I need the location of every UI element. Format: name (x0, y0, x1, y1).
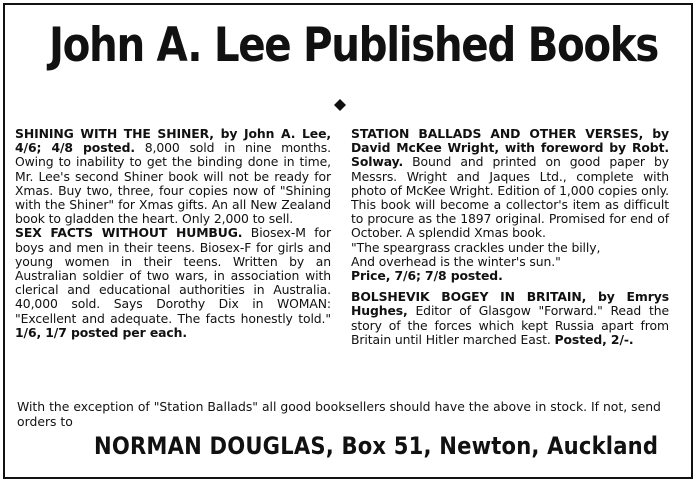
verse-quote-line-1: "The speargrass crackles under the billy, (351, 239, 601, 255)
headline: John A. Lee Published Books (49, 18, 658, 73)
book-title-sex-facts: SEX FACTS WITHOUT HUMBUG. (15, 225, 243, 241)
book-description-station-ballads: Bound and printed on good paper by Messrs. Wright and Jaques Ltd., complete with photo of McKee Wright. Edition of 1,000 copies only. This book will become a collector's item as difficult to procure as the 1897 original. Promised for end of October. A splendid Xmas book. (351, 154, 669, 241)
book-title-station-ballads: STATION BALLADS AND OTHER VERSES, by David McKee Wright, with foreword by Robt. Solway. (351, 126, 669, 170)
book-price-station-ballads: Price, 7/6; 7/8 posted. (351, 268, 503, 284)
book-price-bolshevik-bogey: Posted, 2/-. (554, 331, 634, 347)
right-column (351, 127, 669, 347)
book-item-shiner (15, 127, 331, 226)
book-title-bolshevik-bogey: BOLSHEVIK BOGEY IN BRITAIN, by Emrys Hughes, (351, 289, 669, 319)
book-description-shiner: 8,000 sold in nine months. Owing to inability to get the binding done in time, Mr. Lee's second Shiner book will not be ready for Xmas. Buy two, three, four copies now of "Shining with the Shiner" for Xmas gifts. An all New Zealand book to gladden the heart. Only 2,000 to sell. (15, 140, 331, 227)
order-address: NORMAN DOUGLAS, Box 51, Newton, Auckland (94, 432, 659, 460)
left-column (15, 127, 331, 340)
diamond-ornament-icon (334, 99, 346, 111)
book-price-sex-facts: 1/6, 1/7 posted per each. (15, 324, 187, 340)
book-item-sex-facts (15, 226, 331, 340)
footer-note: With the exception of "Station Ballads" all good booksellers should have the above in stock. If not, send orders to (17, 399, 661, 429)
book-title-shiner: SHINING WITH THE SHINER, by John A. Lee, 4/6; 4/8 posted. (15, 126, 331, 156)
book-item-station-ballads (351, 127, 669, 283)
book-description-sex-facts: Biosex-M for boys and men in their teens. Biosex-F for girls and young women in their teens. Written by an Australian soldier of two wars, in association with clerical and educational authorities in Australia. 40,000 sold. Says Dorothy Dix in WOMAN: "Excellent and adequate. The facts honestly told." (15, 225, 331, 326)
verse-quote-line-2: And overhead is the winter's sun." (351, 253, 561, 269)
book-item-bolshevik-bogey (351, 290, 669, 347)
book-description-bolshevik-bogey: Editor of Glasgow "Forward." Read the story of the forces which kept Russia apart from Britain until Hitler marched East. (351, 303, 670, 347)
